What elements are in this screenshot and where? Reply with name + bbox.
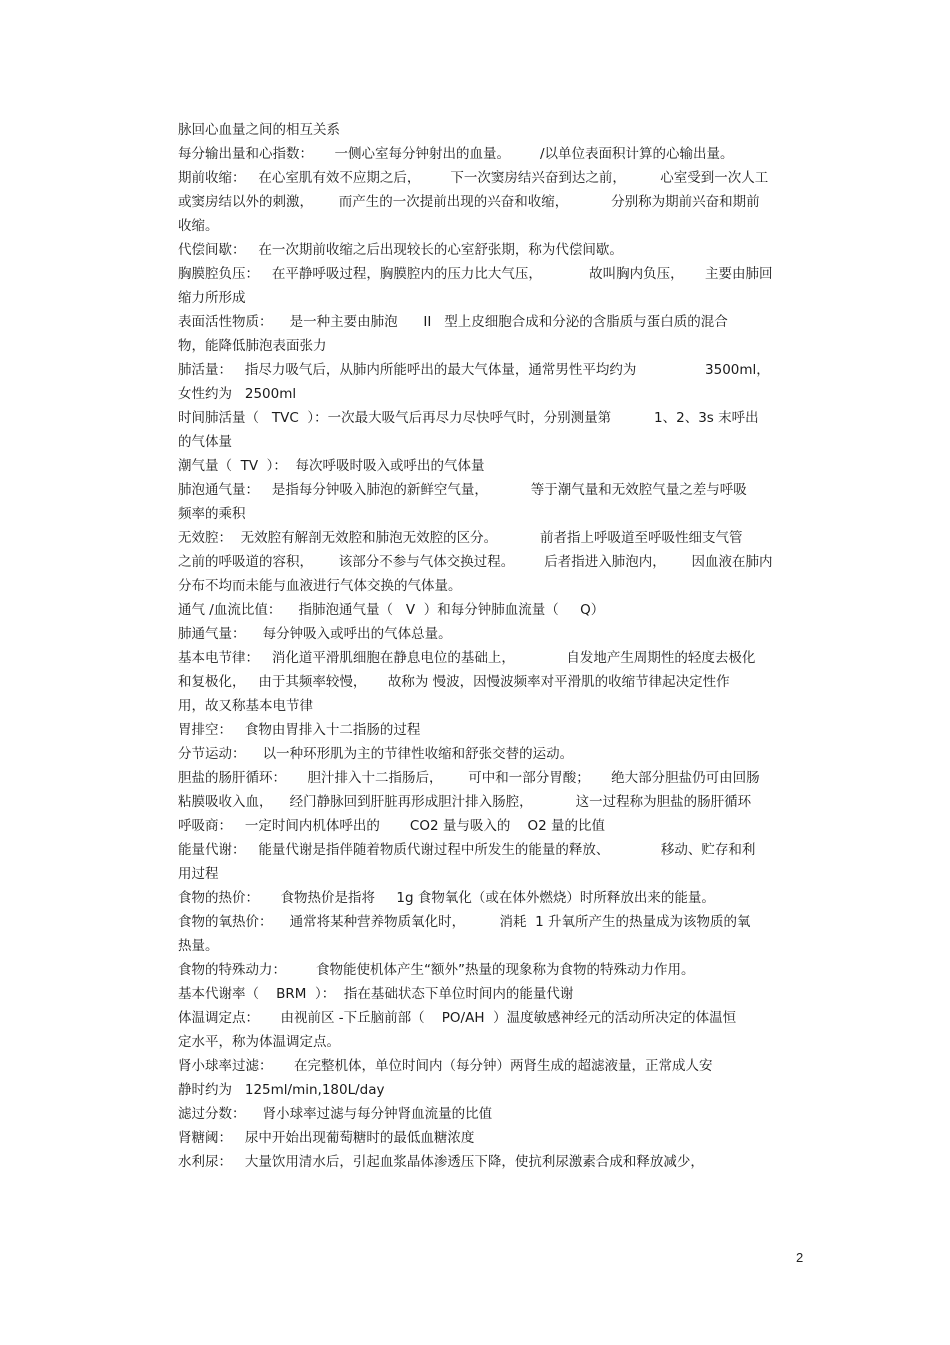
glossary-entry (178, 910, 810, 958)
entry-line: 分节运动： 以一种环形肌为主的节律性收缩和舒张交替的运动。 (178, 746, 574, 762)
entry-line: 体温调定点： 由视前区 -下丘脑前部（ PO/AH ）温度敏感神经元的活动所决定的体温恒 (178, 1010, 737, 1026)
entry-line: 肺泡通气量： 是指每分钟吸入肺泡的新鲜空气量， 等于潮气量和无效腔气量之差与呼吸 (178, 482, 747, 498)
entry-line: 潮气量（ TV ）： 每次呼吸时吸入或呼出的气体量 (178, 458, 485, 474)
entry-line: 静时约为 125ml/min,180L/day (178, 1082, 385, 1098)
entry-line: 或窦房结以外的刺激， 而产生的一次提前出现的兴奋和收缩， 分别称为期前兴奋和期前 (178, 194, 760, 210)
entry-line: 收缩。 (178, 218, 219, 234)
entry-line: 之前的呼吸道的容积， 该部分不参与气体交换过程。 后者指进入肺泡内， 因血液在肺内 (178, 554, 773, 570)
entry-line: 用，故又称基本电节律 (178, 698, 313, 714)
glossary-entry (178, 838, 810, 886)
entry-line: 食物的热价： 食物热价是指将 1g 食物氧化（或在体外燃烧）时所释放出来的能量。 (178, 890, 715, 906)
entry-line: 表面活性物质： 是一种主要由肺泡 II 型上皮细胞合成和分泌的含脂质与蛋白质的混合 (178, 314, 728, 330)
entry-line: 水利尿： 大量饮用清水后，引起血浆晶体渗透压下降，使抗利尿激素合成和释放减少， (178, 1154, 704, 1170)
entry-line: 胸膜腔负压： 在平静呼吸过程，胸膜腔内的压力比大气压， 故叫胸内负压， 主要由肺回 (178, 266, 773, 282)
glossary-entry (178, 1126, 810, 1150)
glossary-entry (178, 1006, 810, 1054)
entry-line: 物，能降低肺泡表面张力 (178, 338, 327, 354)
entry-line: 脉回心血量之间的相互关系 (178, 122, 340, 138)
entry-line: 肺活量： 指尽力吸气后，从肺内所能呼出的最大气体量，通常男性平均约为 3500ml， (178, 362, 770, 378)
entry-line: 基本代谢率（ BRM ）： 指在基础状态下单位时间内的能量代谢 (178, 986, 574, 1002)
glossary-entry (178, 238, 810, 262)
entry-line: 期前收缩： 在心室肌有效不应期之后， 下一次窦房结兴奋到达之前， 心室受到一次人工 (178, 170, 769, 186)
entry-line: 粘膜吸收入血， 经门静脉回到肝脏再形成胆汁排入肠腔， 这一过程称为胆盐的肠肝循环 (178, 794, 752, 810)
entry-line: 频率的乘积 (178, 506, 246, 522)
entry-line: 分布不均而未能与血液进行气体交换的气体量。 (178, 578, 462, 594)
entry-line: 和复极化， 由于其频率较慢， 故称为 慢波，因慢波频率对平滑肌的收缩节律起决定性作 (178, 674, 730, 690)
glossary-entry (178, 982, 810, 1006)
entry-line: 呼吸商： 一定时间内机体呼出的 CO2 量与吸入的 O2 量的比值 (178, 818, 606, 834)
entry-line: 通气 /血流比值： 指肺泡通气量（ V ）和每分钟肺血流量（ Q） (178, 602, 605, 618)
entry-line: 胃排空： 食物由胃排入十二指肠的过程 (178, 722, 421, 738)
glossary-entry (178, 262, 810, 310)
entry-line: 定水平，称为体温调定点。 (178, 1034, 340, 1050)
glossary-entry (178, 406, 810, 454)
entry-line: 滤过分数： 肾小球率过滤与每分钟肾血流量的比值 (178, 1106, 493, 1122)
entry-line: 肾小球率过滤： 在完整机体，单位时间内（每分钟）两肾生成的超滤液量，正常成人安 (178, 1058, 713, 1074)
entry-line: 基本电节律： 消化道平滑肌细胞在静息电位的基础上， 自发地产生周期性的轻度去极化 (178, 650, 756, 666)
entry-line: 时间肺活量（ TVC ）：一次最大吸气后再尽力尽快呼气时，分别测量第 1、2、3s 末呼出 (178, 410, 759, 426)
glossary-entry (178, 646, 810, 718)
entry-line: 女性约为 2500ml (178, 386, 297, 402)
glossary-entries (178, 118, 810, 1174)
entry-line: 热量。 (178, 938, 219, 954)
entry-line: 胆盐的肠肝循环： 胆汁排入十二指肠后， 可中和一部分胃酸； 绝大部分胆盐仍可由回肠 (178, 770, 760, 786)
glossary-entry (178, 886, 810, 910)
entry-line: 食物的氧热价： 通常将某种营养物质氧化时， 消耗 1 升氧所产生的热量成为该物质的氧 (178, 914, 751, 930)
entry-line: 缩力所形成 (178, 290, 246, 306)
page-number: 2 (796, 1250, 804, 1265)
glossary-entry (178, 1102, 810, 1126)
glossary-entry (178, 526, 810, 598)
entry-line: 的气体量 (178, 434, 232, 450)
entry-line: 肺通气量： 每分钟吸入或呼出的气体总量。 (178, 626, 452, 642)
entry-line: 每分输出量和心指数： 一侧心室每分钟射出的血量。 /以单位表面积计算的心输出量。 (178, 146, 734, 162)
entry-line: 能量代谢： 能量代谢是指伴随着物质代谢过程中所发生的能量的释放、 移动、贮存和利 (178, 842, 756, 858)
glossary-entry (178, 598, 810, 622)
entry-line: 无效腔： 无效腔有解剖无效腔和肺泡无效腔的区分。 前者指上呼吸道至呼吸性细支气管 (178, 530, 743, 546)
glossary-entry (178, 742, 810, 766)
entry-line: 用过程 (178, 866, 219, 882)
entry-line: 食物的特殊动力： 食物能使机体产生“额外”热量的现象称为食物的特殊动力作用。 (178, 962, 695, 978)
glossary-entry (178, 454, 810, 478)
glossary-entry (178, 118, 810, 142)
glossary-entry (178, 958, 810, 982)
glossary-entry (178, 766, 810, 814)
glossary-entry (178, 622, 810, 646)
glossary-entry (178, 166, 810, 238)
glossary-entry (178, 1150, 810, 1174)
glossary-entry (178, 814, 810, 838)
glossary-entry (178, 358, 810, 406)
glossary-entry (178, 478, 810, 526)
entry-line: 代偿间歇： 在一次期前收缩之后出现较长的心室舒张期，称为代偿间歇。 (178, 242, 623, 258)
glossary-entry (178, 142, 810, 166)
glossary-entry (178, 1054, 810, 1102)
glossary-entry (178, 310, 810, 358)
glossary-entry (178, 718, 810, 742)
entry-line: 肾糖阈： 尿中开始出现葡萄糖时的最低血糖浓度 (178, 1130, 475, 1146)
